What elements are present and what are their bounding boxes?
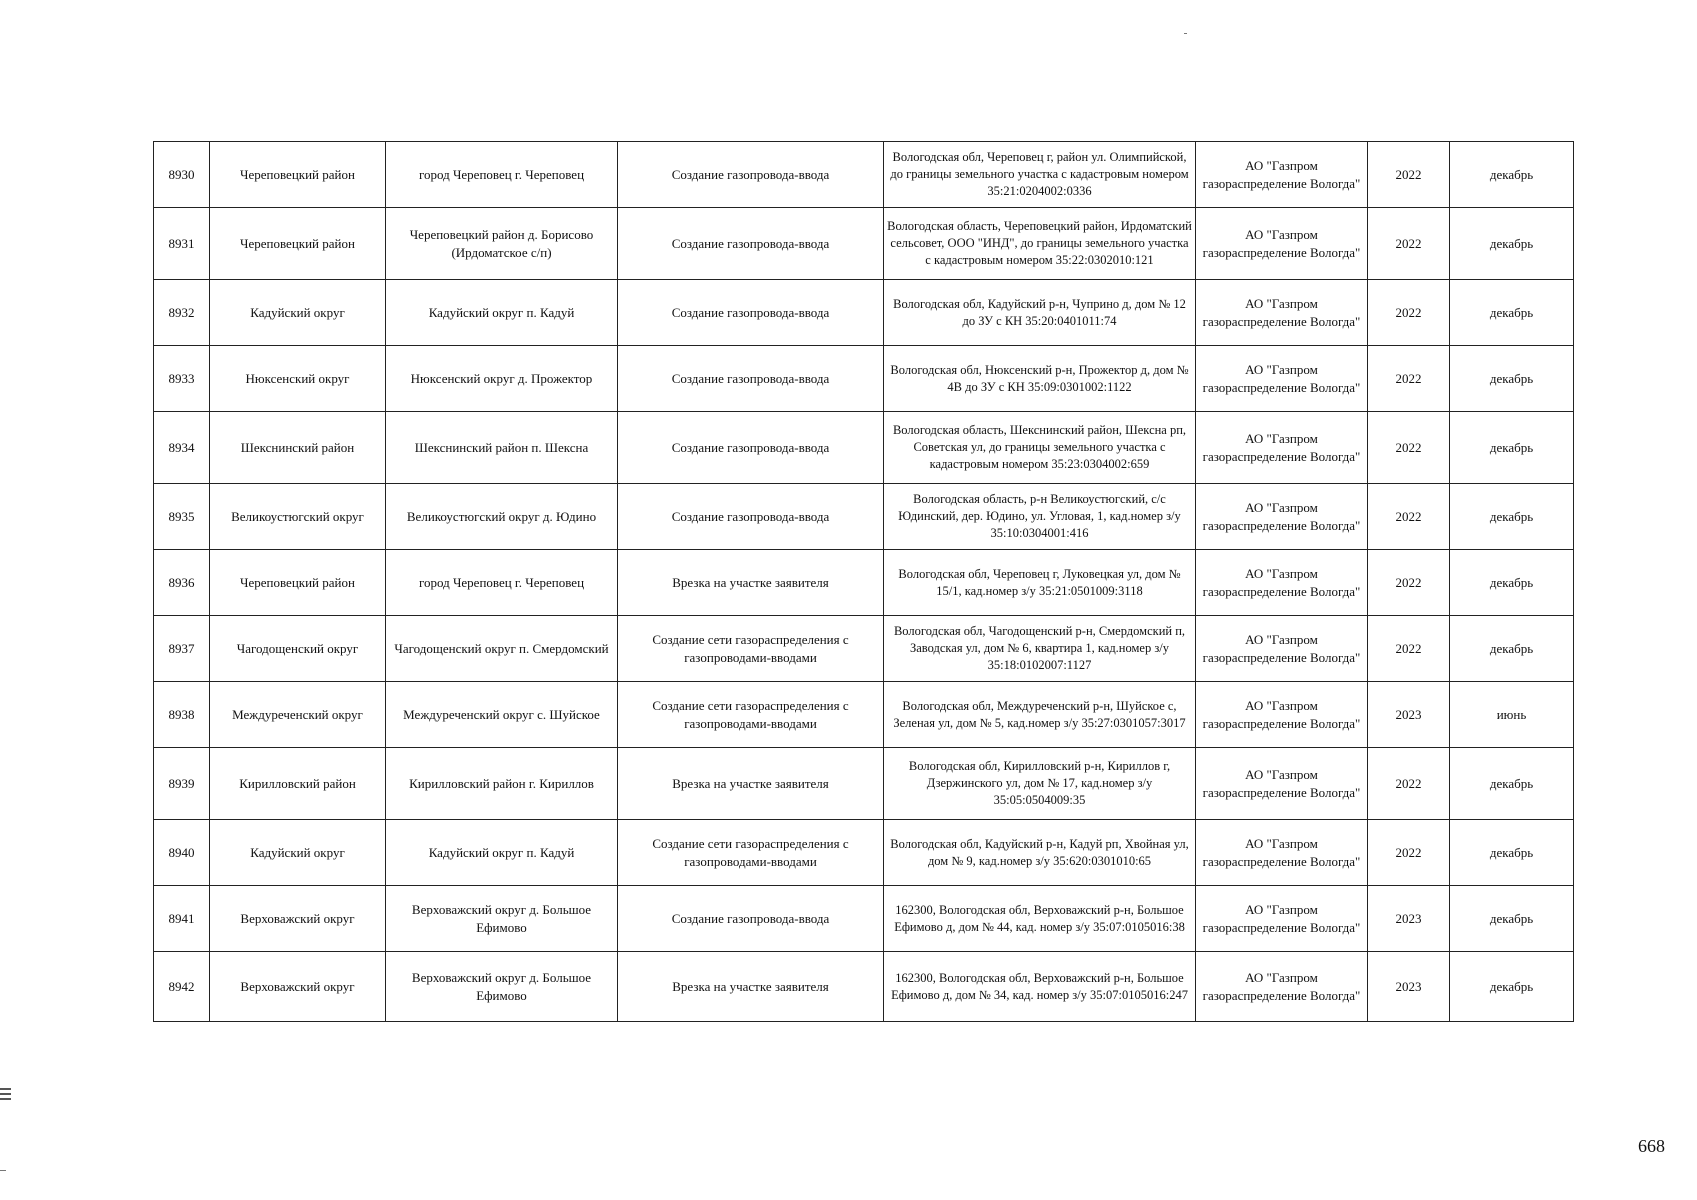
cell-work-type: Создание газопровода-ввода xyxy=(618,142,884,208)
cell-operator: АО "Газпром газораспределение Вологда" xyxy=(1196,208,1368,280)
cell-operator: АО "Газпром газораспределение Вологда" xyxy=(1196,886,1368,952)
table-row xyxy=(154,886,1574,952)
cell-number: 8930 xyxy=(154,142,210,208)
cell-year: 2022 xyxy=(1368,748,1450,820)
cell-address: Вологодская область, Череповецкий район, Ирдоматский сельсовет, ООО "ИНД", до границы земельного участка с кадастровым номером 35:22:0302010:121 xyxy=(884,208,1196,280)
cell-work-type: Создание газопровода-ввода xyxy=(618,208,884,280)
cell-year: 2023 xyxy=(1368,952,1450,1022)
cell-district: Шекснинский район xyxy=(210,412,386,484)
cell-year: 2023 xyxy=(1368,682,1450,748)
cell-number: 8941 xyxy=(154,886,210,952)
cell-address: 162300, Вологодская обл, Верховажский р-н, Большое Ефимово д, дом № 44, кад. номер з/у 35:07:0105016:38 xyxy=(884,886,1196,952)
table-row xyxy=(154,616,1574,682)
cell-locality: город Череповец г. Череповец xyxy=(386,550,618,616)
table-row xyxy=(154,142,1574,208)
cell-operator: АО "Газпром газораспределение Вологда" xyxy=(1196,820,1368,886)
cell-operator: АО "Газпром газораспределение Вологда" xyxy=(1196,346,1368,412)
cell-month: декабрь xyxy=(1450,142,1574,208)
cell-locality: город Череповец г. Череповец xyxy=(386,142,618,208)
cell-month: декабрь xyxy=(1450,886,1574,952)
records-table xyxy=(153,141,1574,1022)
cell-operator: АО "Газпром газораспределение Вологда" xyxy=(1196,616,1368,682)
cell-operator: АО "Газпром газораспределение Вологда" xyxy=(1196,280,1368,346)
cell-month: декабрь xyxy=(1450,616,1574,682)
cell-address: Вологодская обл, Междуреченский р-н, Шуйское с, Зеленая ул, дом № 5, кад.номер з/у 35:27:0301057:3017 xyxy=(884,682,1196,748)
cell-number: 8940 xyxy=(154,820,210,886)
cell-operator: АО "Газпром газораспределение Вологда" xyxy=(1196,952,1368,1022)
cell-month: декабрь xyxy=(1450,550,1574,616)
cell-locality: Кирилловский район г. Кириллов xyxy=(386,748,618,820)
cell-district: Чагодощенский округ xyxy=(210,616,386,682)
cell-address: Вологодская обл, Кирилловский р-н, Кириллов г, Дзержинского ул, дом № 17, кад.номер з/у 35:05:0504009:35 xyxy=(884,748,1196,820)
scan-margin-mark xyxy=(0,1088,12,1104)
cell-district: Череповецкий район xyxy=(210,142,386,208)
cell-locality: Междуреченский округ с. Шуйское xyxy=(386,682,618,748)
table-row xyxy=(154,820,1574,886)
cell-address: Вологодская обл, Кадуйский р-н, Чуприно д, дом № 12 до ЗУ с КН 35:20:0401011:74 xyxy=(884,280,1196,346)
cell-month: декабрь xyxy=(1450,484,1574,550)
scan-dot xyxy=(1184,33,1187,34)
cell-work-type: Создание сети газораспределения с газопроводами-вводами xyxy=(618,820,884,886)
cell-work-type: Создание газопровода-ввода xyxy=(618,886,884,952)
cell-number: 8939 xyxy=(154,748,210,820)
cell-district: Великоустюгский округ xyxy=(210,484,386,550)
cell-number: 8933 xyxy=(154,346,210,412)
cell-work-type: Врезка на участке заявителя xyxy=(618,952,884,1022)
cell-year: 2023 xyxy=(1368,886,1450,952)
cell-year: 2022 xyxy=(1368,484,1450,550)
cell-district: Междуреченский округ xyxy=(210,682,386,748)
scan-dash xyxy=(0,1170,6,1171)
cell-locality: Шекснинский район п. Шексна xyxy=(386,412,618,484)
cell-locality: Великоустюгский округ д. Юдино xyxy=(386,484,618,550)
cell-operator: АО "Газпром газораспределение Вологда" xyxy=(1196,142,1368,208)
cell-locality: Череповецкий район д. Борисово (Ирдоматское с/п) xyxy=(386,208,618,280)
cell-year: 2022 xyxy=(1368,616,1450,682)
cell-number: 8931 xyxy=(154,208,210,280)
cell-year: 2022 xyxy=(1368,280,1450,346)
table-row xyxy=(154,484,1574,550)
cell-work-type: Врезка на участке заявителя xyxy=(618,550,884,616)
cell-locality: Нюксенский округ д. Прожектор xyxy=(386,346,618,412)
cell-locality: Верховажский округ д. Большое Ефимово xyxy=(386,952,618,1022)
cell-operator: АО "Газпром газораспределение Вологда" xyxy=(1196,748,1368,820)
table-row xyxy=(154,412,1574,484)
cell-year: 2022 xyxy=(1368,346,1450,412)
cell-locality: Верховажский округ д. Большое Ефимово xyxy=(386,886,618,952)
cell-work-type: Врезка на участке заявителя xyxy=(618,748,884,820)
cell-locality: Чагодощенский округ п. Смердомский xyxy=(386,616,618,682)
cell-month: декабрь xyxy=(1450,820,1574,886)
table-row xyxy=(154,346,1574,412)
table-row xyxy=(154,682,1574,748)
cell-number: 8942 xyxy=(154,952,210,1022)
cell-operator: АО "Газпром газораспределение Вологда" xyxy=(1196,550,1368,616)
table-row xyxy=(154,550,1574,616)
cell-district: Кирилловский район xyxy=(210,748,386,820)
cell-locality: Кадуйский округ п. Кадуй xyxy=(386,820,618,886)
cell-address: Вологодская область, Шекснинский район, Шексна рп, Советская ул, до границы земельного участка с кадастровым номером 35:23:0304002:659 xyxy=(884,412,1196,484)
cell-month: декабрь xyxy=(1450,952,1574,1022)
table-body xyxy=(154,142,1574,1022)
cell-month: декабрь xyxy=(1450,346,1574,412)
cell-address: Вологодская обл, Череповец г, район ул. Олимпийской, до границы земельного участка с кадастровым номером 35:21:0204002:0336 xyxy=(884,142,1196,208)
table-row xyxy=(154,748,1574,820)
cell-year: 2022 xyxy=(1368,142,1450,208)
cell-operator: АО "Газпром газораспределение Вологда" xyxy=(1196,682,1368,748)
cell-year: 2022 xyxy=(1368,208,1450,280)
cell-month: декабрь xyxy=(1450,412,1574,484)
cell-work-type: Создание газопровода-ввода xyxy=(618,346,884,412)
cell-number: 8932 xyxy=(154,280,210,346)
table-row xyxy=(154,952,1574,1022)
cell-address: Вологодская область, р-н Великоустюгский, с/с Юдинский, дер. Юдино, ул. Угловая, 1, кад.номер з/у 35:10:0304001:416 xyxy=(884,484,1196,550)
cell-year: 2022 xyxy=(1368,412,1450,484)
cell-district: Кадуйский округ xyxy=(210,820,386,886)
cell-number: 8935 xyxy=(154,484,210,550)
cell-address: 162300, Вологодская обл, Верховажский р-н, Большое Ефимово д, дом № 34, кад. номер з/у 35:07:0105016:247 xyxy=(884,952,1196,1022)
cell-district: Череповецкий район xyxy=(210,550,386,616)
cell-month: декабрь xyxy=(1450,208,1574,280)
table-row xyxy=(154,280,1574,346)
cell-year: 2022 xyxy=(1368,550,1450,616)
cell-work-type: Создание сети газораспределения с газопроводами-вводами xyxy=(618,616,884,682)
cell-number: 8934 xyxy=(154,412,210,484)
cell-address: Вологодская обл, Кадуйский р-н, Кадуй рп, Хвойная ул, дом № 9, кад.номер з/у 35:620:0301010:65 xyxy=(884,820,1196,886)
cell-district: Нюксенский округ xyxy=(210,346,386,412)
cell-district: Череповецкий район xyxy=(210,208,386,280)
cell-month: июнь xyxy=(1450,682,1574,748)
cell-address: Вологодская обл, Череповец г, Луковецкая ул, дом № 15/1, кад.номер з/у 35:21:0501009:3118 xyxy=(884,550,1196,616)
cell-district: Верховажский округ xyxy=(210,952,386,1022)
cell-number: 8936 xyxy=(154,550,210,616)
cell-year: 2022 xyxy=(1368,820,1450,886)
cell-locality: Кадуйский округ п. Кадуй xyxy=(386,280,618,346)
cell-number: 8938 xyxy=(154,682,210,748)
cell-work-type: Создание газопровода-ввода xyxy=(618,484,884,550)
cell-district: Кадуйский округ xyxy=(210,280,386,346)
cell-number: 8937 xyxy=(154,616,210,682)
cell-work-type: Создание сети газораспределения с газопроводами-вводами xyxy=(618,682,884,748)
cell-operator: АО "Газпром газораспределение Вологда" xyxy=(1196,484,1368,550)
table-row xyxy=(154,208,1574,280)
cell-month: декабрь xyxy=(1450,748,1574,820)
cell-work-type: Создание газопровода-ввода xyxy=(618,280,884,346)
cell-address: Вологодская обл, Чагодощенский р-н, Смердомский п, Заводская ул, дом № 6, квартира 1, кад.номер з/у 35:18:0102007:1127 xyxy=(884,616,1196,682)
cell-month: декабрь xyxy=(1450,280,1574,346)
cell-work-type: Создание газопровода-ввода xyxy=(618,412,884,484)
cell-district: Верховажский округ xyxy=(210,886,386,952)
page-number: 668 xyxy=(1638,1136,1665,1156)
cell-address: Вологодская обл, Нюксенский р-н, Прожектор д, дом № 4В до ЗУ с КН 35:09:0301002:1122 xyxy=(884,346,1196,412)
cell-operator: АО "Газпром газораспределение Вологда" xyxy=(1196,412,1368,484)
